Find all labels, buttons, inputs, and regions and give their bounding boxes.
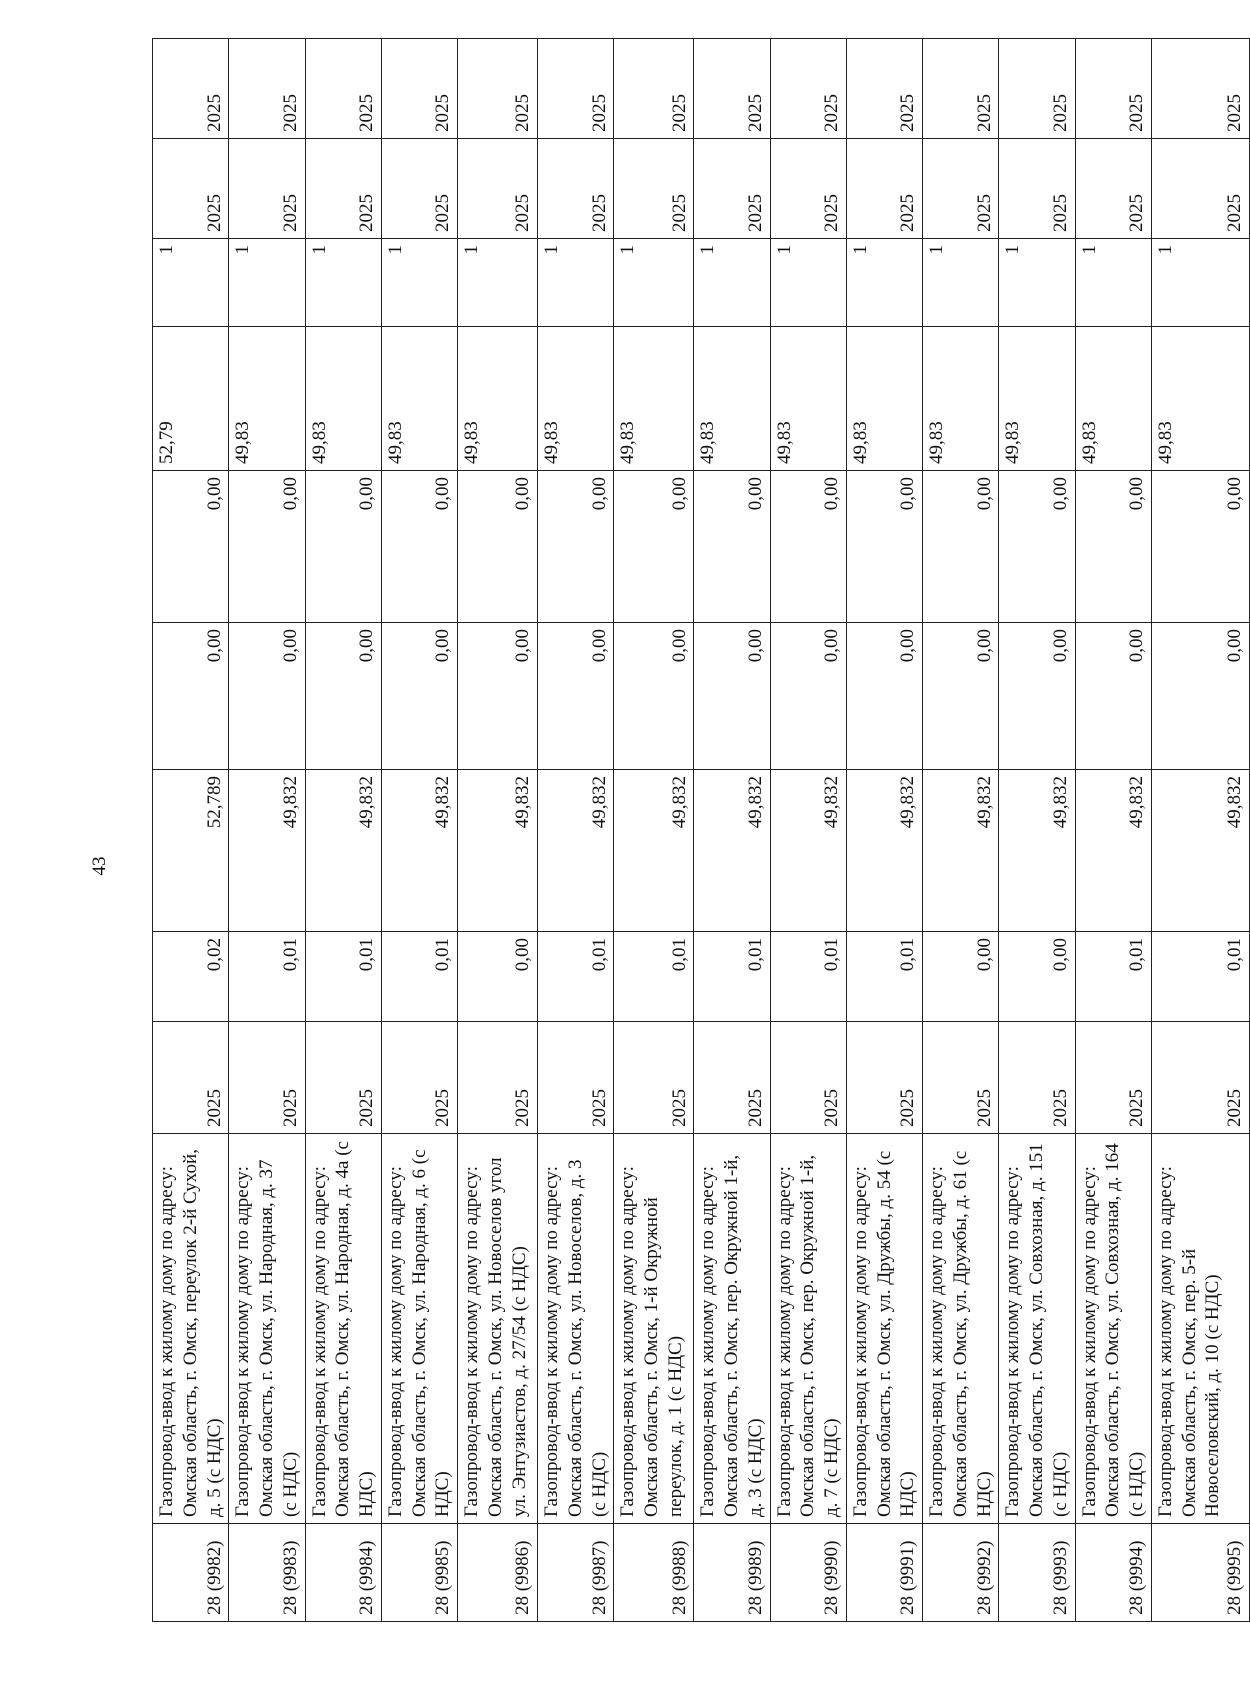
row-year-b: 2025 — [153, 139, 229, 239]
row-value-e: 49,83 — [229, 327, 305, 471]
row-value-d: 0,00 — [1075, 471, 1151, 623]
row-year-b: 2025 — [999, 139, 1075, 239]
row-value-c: 0,00 — [153, 623, 229, 770]
row-year-b: 2025 — [229, 139, 305, 239]
row-code: 28 (9982) — [153, 1524, 229, 1622]
table-row — [458, 39, 538, 1622]
table-row — [538, 39, 614, 1622]
row-code: 28 (9989) — [694, 1524, 770, 1622]
row-value-a: 0,01 — [381, 932, 457, 1022]
row-year-c: 2025 — [153, 39, 229, 139]
row-value-c: 0,00 — [923, 623, 999, 770]
row-value-e: 49,83 — [381, 327, 457, 471]
row-code: 28 (9986) — [458, 1524, 538, 1622]
row-value-a: 0,02 — [153, 932, 229, 1022]
row-value-c: 0,00 — [458, 623, 538, 770]
table-row — [1151, 39, 1249, 1622]
row-value-b: 49,832 — [229, 770, 305, 932]
row-count: 1 — [538, 239, 614, 327]
table-row — [846, 39, 922, 1622]
row-code: 28 (9991) — [846, 1524, 922, 1622]
row-description: Газопровод-ввод к жилому дому по адресу: Омская область, г. Омск, ул. Совхозная, д. 151 (с НДС) — [999, 1134, 1075, 1524]
row-year-b: 2025 — [614, 139, 694, 239]
row-value-e: 49,83 — [614, 327, 694, 471]
table-row — [305, 39, 381, 1622]
row-year-b: 2025 — [770, 139, 846, 239]
row-year-b: 2025 — [305, 139, 381, 239]
row-year-start: 2025 — [381, 1022, 457, 1134]
row-year-c: 2025 — [923, 39, 999, 139]
row-code: 28 (9993) — [999, 1524, 1075, 1622]
row-value-a: 0,00 — [458, 932, 538, 1022]
row-year-b: 2025 — [538, 139, 614, 239]
row-value-e: 52,79 — [153, 327, 229, 471]
row-year-start: 2025 — [1075, 1022, 1151, 1134]
row-code: 28 (9985) — [381, 1524, 457, 1622]
row-value-e: 49,83 — [1075, 327, 1151, 471]
row-year-b: 2025 — [923, 139, 999, 239]
row-value-a: 0,01 — [694, 932, 770, 1022]
row-value-c: 0,00 — [538, 623, 614, 770]
row-value-c: 0,00 — [614, 623, 694, 770]
row-description: Газопровод-ввод к жилому дому по адресу: Омская область, г. Омск, 1-й Окружной переулок, д. 1 (с НДС) — [614, 1134, 694, 1524]
row-code: 28 (9983) — [229, 1524, 305, 1622]
row-value-e: 49,83 — [305, 327, 381, 471]
row-description: Газопровод-ввод к жилому дому по адресу: Омская область, г. Омск, переулок 2-й Сухой, д. 5 (с НДС) — [153, 1134, 229, 1524]
row-year-c: 2025 — [305, 39, 381, 139]
row-description: Газопровод-ввод к жилому дому по адресу: Омская область, г. Омск, ул. Дружбы, д. 61 (с НДС) — [923, 1134, 999, 1524]
row-count: 1 — [846, 239, 922, 327]
rotated-table-frame — [152, 39, 1245, 1622]
row-value-b: 49,832 — [846, 770, 922, 932]
row-code: 28 (9994) — [1075, 1524, 1151, 1622]
row-value-c: 0,00 — [694, 623, 770, 770]
row-value-b: 49,832 — [694, 770, 770, 932]
row-value-a: 0,01 — [614, 932, 694, 1022]
row-value-d: 0,00 — [770, 471, 846, 623]
table-row — [999, 39, 1075, 1622]
row-code: 28 (9984) — [305, 1524, 381, 1622]
row-count: 1 — [694, 239, 770, 327]
row-value-e: 49,83 — [694, 327, 770, 471]
row-year-c: 2025 — [770, 39, 846, 139]
row-description: Газопровод-ввод к жилому дому по адресу: Омская область, г. Омск, ул. Народная, д. 6 (с НДС) — [381, 1134, 457, 1524]
row-value-b: 49,832 — [538, 770, 614, 932]
row-year-b: 2025 — [694, 139, 770, 239]
row-year-c: 2025 — [1151, 39, 1249, 139]
row-year-c: 2025 — [229, 39, 305, 139]
row-value-d: 0,00 — [305, 471, 381, 623]
row-description: Газопровод-ввод к жилому дому по адресу: Омская область, г. Омск, пер. Окружной 1-й, д. 7 (с НДС) — [770, 1134, 846, 1524]
row-year-c: 2025 — [999, 39, 1075, 139]
row-value-e: 49,83 — [999, 327, 1075, 471]
row-value-a: 0,01 — [538, 932, 614, 1022]
row-code: 28 (9992) — [923, 1524, 999, 1622]
table-row — [381, 39, 457, 1622]
row-year-b: 2025 — [1075, 139, 1151, 239]
row-year-start: 2025 — [1151, 1022, 1249, 1134]
row-value-c: 0,00 — [1075, 623, 1151, 770]
row-value-d: 0,00 — [694, 471, 770, 623]
table-body — [153, 39, 1250, 1622]
row-value-c: 0,00 — [1151, 623, 1249, 770]
row-value-b: 52,789 — [153, 770, 229, 932]
row-count: 1 — [1151, 239, 1249, 327]
row-value-b: 49,832 — [381, 770, 457, 932]
row-count: 1 — [305, 239, 381, 327]
row-description: Газопровод-ввод к жилому дому по адресу: Омская область, г. Омск, ул. Дружбы, д. 54 (с НДС) — [846, 1134, 922, 1524]
row-value-c: 0,00 — [229, 623, 305, 770]
table-row — [229, 39, 305, 1622]
row-code: 28 (9995) — [1151, 1524, 1249, 1622]
row-year-start: 2025 — [538, 1022, 614, 1134]
row-count: 1 — [923, 239, 999, 327]
row-year-start: 2025 — [770, 1022, 846, 1134]
row-year-start: 2025 — [305, 1022, 381, 1134]
row-value-d: 0,00 — [999, 471, 1075, 623]
row-year-c: 2025 — [694, 39, 770, 139]
table-row — [1075, 39, 1151, 1622]
row-count: 1 — [381, 239, 457, 327]
row-count: 1 — [229, 239, 305, 327]
row-value-c: 0,00 — [770, 623, 846, 770]
row-value-c: 0,00 — [381, 623, 457, 770]
row-value-b: 49,832 — [770, 770, 846, 932]
row-value-b: 49,832 — [1075, 770, 1151, 932]
row-year-c: 2025 — [846, 39, 922, 139]
row-year-b: 2025 — [381, 139, 457, 239]
row-value-a: 0,01 — [229, 932, 305, 1022]
row-value-e: 49,83 — [458, 327, 538, 471]
row-value-d: 0,00 — [1151, 471, 1249, 623]
row-value-c: 0,00 — [305, 623, 381, 770]
row-year-start: 2025 — [923, 1022, 999, 1134]
row-count: 1 — [999, 239, 1075, 327]
row-value-e: 49,83 — [538, 327, 614, 471]
row-year-c: 2025 — [1075, 39, 1151, 139]
row-value-c: 0,00 — [999, 623, 1075, 770]
row-value-e: 49,83 — [770, 327, 846, 471]
row-code: 28 (9988) — [614, 1524, 694, 1622]
row-value-b: 49,832 — [923, 770, 999, 932]
row-description: Газопровод-ввод к жилому дому по адресу: Омская область, г. Омск, ул. Народная, д. 37 (с НДС) — [229, 1134, 305, 1524]
row-value-d: 0,00 — [538, 471, 614, 623]
row-description: Газопровод-ввод к жилому дому по адресу: Омская область, г. Омск, ул. Новоселов угол ул. Энтузиастов, д. 27/54 (с НДС) — [458, 1134, 538, 1524]
row-value-e: 49,83 — [846, 327, 922, 471]
row-year-start: 2025 — [846, 1022, 922, 1134]
row-value-d: 0,00 — [846, 471, 922, 623]
row-value-b: 49,832 — [458, 770, 538, 932]
row-description: Газопровод-ввод к жилому дому по адресу: Омская область, г. Омск, пер. 5-й Новоселовский, д. 10 (с НДС) — [1151, 1134, 1249, 1524]
row-description: Газопровод-ввод к жилому дому по адресу: Омская область, г. Омск, ул. Совхозная, д. 164 (с НДС) — [1075, 1134, 1151, 1524]
row-description: Газопровод-ввод к жилому дому по адресу: Омская область, г. Омск, ул. Народная, д. 4а (с НДС) — [305, 1134, 381, 1524]
table-row — [770, 39, 846, 1622]
page-number: 43 — [89, 856, 110, 876]
row-year-start: 2025 — [458, 1022, 538, 1134]
row-count: 1 — [614, 239, 694, 327]
row-value-d: 0,00 — [458, 471, 538, 623]
row-value-d: 0,00 — [381, 471, 457, 623]
row-value-d: 0,00 — [923, 471, 999, 623]
row-value-d: 0,00 — [229, 471, 305, 623]
row-value-a: 0,00 — [923, 932, 999, 1022]
row-year-b: 2025 — [1151, 139, 1249, 239]
row-year-b: 2025 — [846, 139, 922, 239]
row-description: Газопровод-ввод к жилому дому по адресу: Омская область, г. Омск, пер. Окружной 1-й, д. 3 (с НДС) — [694, 1134, 770, 1524]
row-value-e: 49,83 — [1151, 327, 1249, 471]
row-value-a: 0,01 — [305, 932, 381, 1022]
row-count: 1 — [770, 239, 846, 327]
investment-table — [152, 38, 1250, 1622]
table-row — [923, 39, 999, 1622]
row-year-start: 2025 — [999, 1022, 1075, 1134]
row-count: 1 — [458, 239, 538, 327]
row-year-b: 2025 — [458, 139, 538, 239]
row-value-a: 0,01 — [846, 932, 922, 1022]
row-year-c: 2025 — [458, 39, 538, 139]
row-count: 1 — [153, 239, 229, 327]
row-value-c: 0,00 — [846, 623, 922, 770]
row-code: 28 (9987) — [538, 1524, 614, 1622]
row-year-start: 2025 — [614, 1022, 694, 1134]
row-year-start: 2025 — [153, 1022, 229, 1134]
row-year-c: 2025 — [614, 39, 694, 139]
row-count: 1 — [1075, 239, 1151, 327]
row-value-b: 49,832 — [614, 770, 694, 932]
row-description: Газопровод-ввод к жилому дому по адресу: Омская область, г. Омск, ул. Новоселов, д. 3 (с НДС) — [538, 1134, 614, 1524]
row-value-d: 0,00 — [614, 471, 694, 623]
row-year-start: 2025 — [694, 1022, 770, 1134]
row-value-a: 0,01 — [1151, 932, 1249, 1022]
row-value-b: 49,832 — [305, 770, 381, 932]
row-value-e: 49,83 — [923, 327, 999, 471]
row-year-c: 2025 — [381, 39, 457, 139]
row-year-c: 2025 — [538, 39, 614, 139]
table-row — [153, 39, 229, 1622]
row-value-d: 0,00 — [153, 471, 229, 623]
table-row — [694, 39, 770, 1622]
table-row — [614, 39, 694, 1622]
row-value-b: 49,832 — [1151, 770, 1249, 932]
row-year-start: 2025 — [229, 1022, 305, 1134]
row-value-b: 49,832 — [999, 770, 1075, 932]
row-value-a: 0,01 — [770, 932, 846, 1022]
row-value-a: 0,01 — [1075, 932, 1151, 1022]
row-code: 28 (9990) — [770, 1524, 846, 1622]
row-value-a: 0,00 — [999, 932, 1075, 1022]
